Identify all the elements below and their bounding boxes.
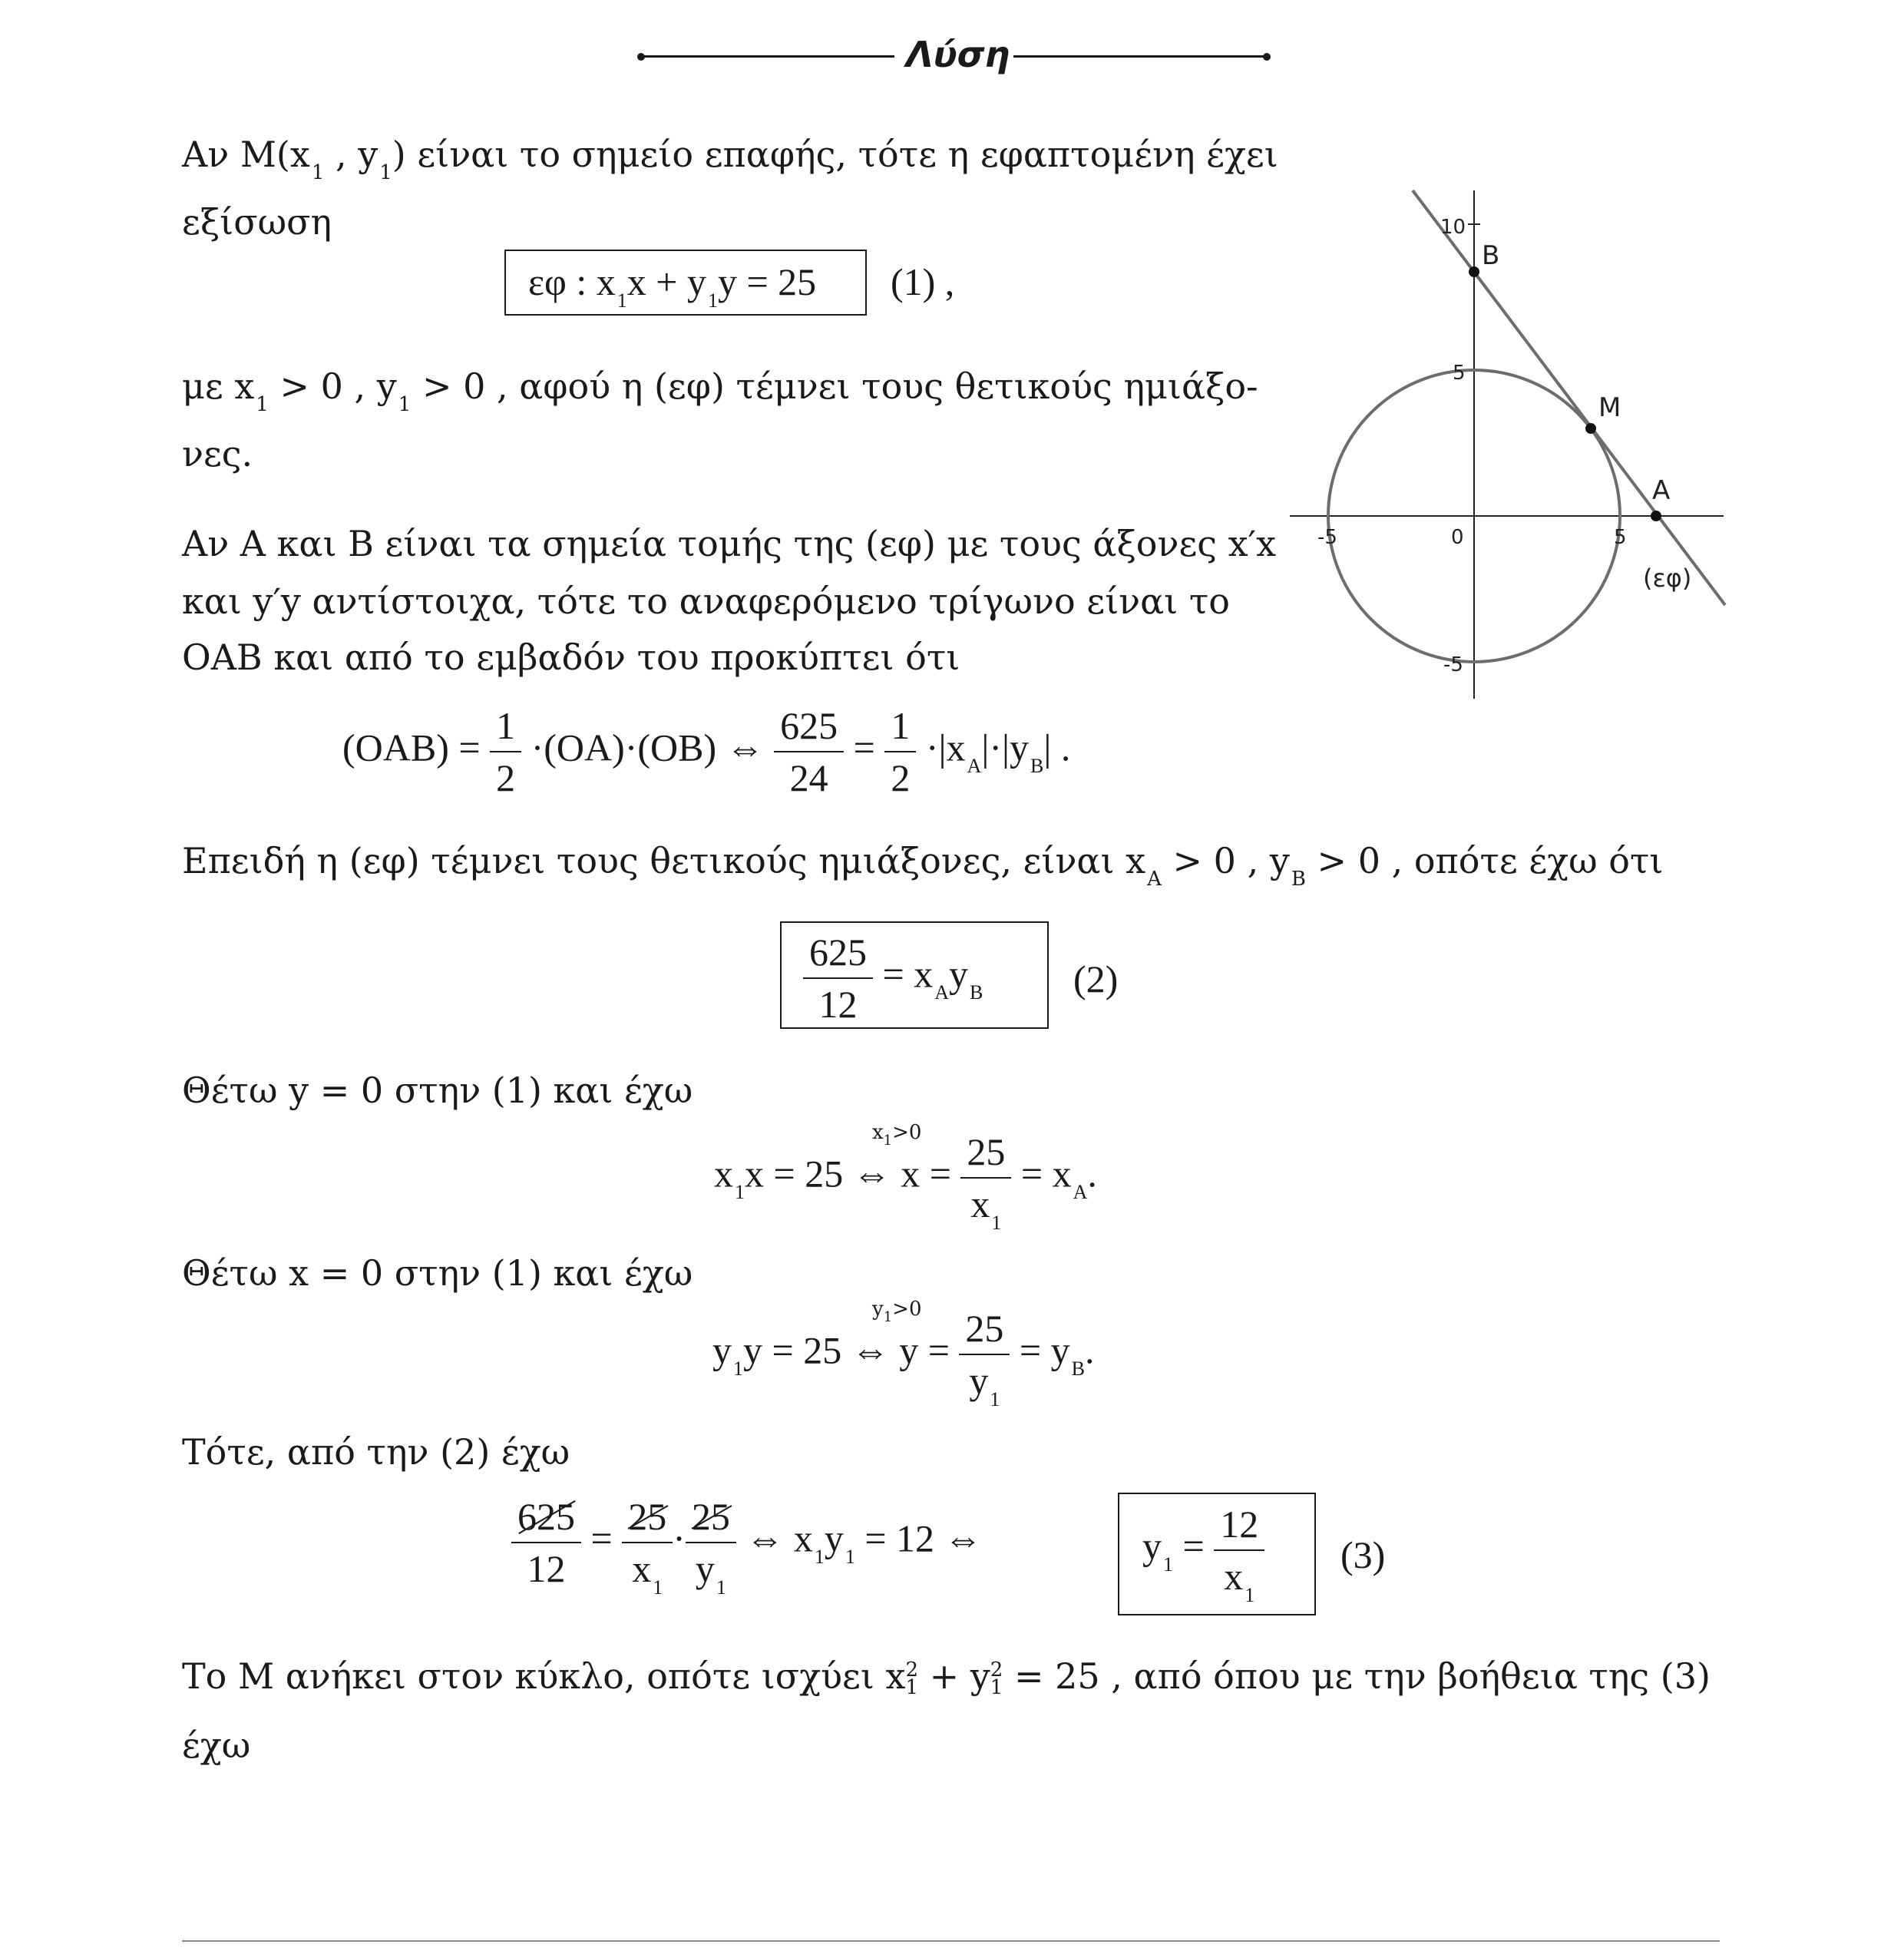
condition-x1-positive: $x_1>0$ bbox=[872, 1121, 922, 1149]
para8-line1: Το M ανήκει στον κύκλο, οπότε ισχύει x 2 1 + y 2 1 = 25 , από όπου με την βοήθεια της (3) bbox=[182, 1655, 1711, 1699]
condition-y1-positive: $y_1>0$ bbox=[872, 1298, 922, 1325]
para1-line2: εξίσωση bbox=[182, 201, 332, 243]
tick-label-5y: 5 bbox=[1453, 362, 1466, 385]
para5-line: Θέτω y = 0 στην (1) και έχω bbox=[182, 1070, 693, 1111]
header-title: Λύση bbox=[906, 34, 1010, 75]
header-left-rule bbox=[641, 55, 894, 58]
tick-label-0: 0 bbox=[1451, 526, 1464, 549]
point-B-dot bbox=[1469, 266, 1479, 277]
eq3-result: $y_1$ = $\frac{12}{x_1}$ bbox=[1142, 1505, 1264, 1596]
eq-xA: $x_1x = 25$ ⇔ x = $\frac{25}{x_1}$ = $x_A$. bbox=[714, 1130, 1097, 1234]
eq3-label: (3) bbox=[1340, 1533, 1386, 1576]
eq2-label: (2) bbox=[1073, 957, 1119, 1000]
eq2-product-equation: $\frac{625}{12}$ = $x_Ay_B$ bbox=[803, 933, 983, 1023]
para6-line: Θέτω x = 0 στην (1) και έχω bbox=[182, 1252, 693, 1294]
eq3-chain: $\frac{625}{12}$ = $\frac{25}{x_1}$ · $\frac{25}{y_1}$ ⇔ $x_1y_1 = 12$ ⇔ bbox=[511, 1497, 983, 1588]
para2-line1: με $x_1 > 0$ , $y_1 > 0$ , αφού η (εφ) τέμνει τους θετικούς ημιάξο- bbox=[182, 365, 1258, 416]
label-B: B bbox=[1482, 240, 1500, 271]
para4-line: Επειδή η (εφ) τέμνει τους θετικούς ημιάξονες, είναι $x_A > 0$ , $y_B > 0$ , οπότε έχω ότι bbox=[182, 840, 1664, 891]
eq1-label: (1) , bbox=[891, 260, 955, 303]
label-M: M bbox=[1598, 392, 1621, 423]
para3-line1: Αν A και B είναι τα σημεία τομής της (εφ) με τους άξονες x′x bbox=[182, 523, 1277, 564]
para2-line2: νες. bbox=[182, 433, 253, 475]
point-M-dot bbox=[1585, 423, 1596, 434]
circle-tangent-figure bbox=[1290, 184, 1727, 706]
header-right-rule bbox=[1013, 55, 1267, 58]
area-equation: (OAB) = $\frac{1}{2}$ ·(OA)·(OB) ⇔ $\frac{625}{24}$ = $\frac{1}{2}$ $\cdot|x_A|\cdot|y_B|$ . bbox=[342, 704, 1071, 799]
tick-label-m5x: -5 bbox=[1317, 526, 1337, 549]
point-A-dot bbox=[1651, 511, 1661, 521]
footer-rule bbox=[182, 1940, 1720, 1942]
point-M: $M(x_1$ , $y_1$) bbox=[240, 134, 406, 184]
para8-line2: έχω bbox=[182, 1724, 251, 1766]
eq-yB: $y_1y = 25$ ⇔ y = $\frac{25}{y_1}$ = $y_B$. bbox=[712, 1307, 1095, 1410]
eq1-tangent-equation: εφ : $x_1x + y_1y = 25$ bbox=[528, 260, 817, 312]
tick-label-m5y: -5 bbox=[1443, 653, 1463, 676]
para3-line3: OAB και από το εμβαδόν του προκύπτει ότι bbox=[182, 637, 960, 678]
para7-line: Τότε, από την (2) έχω bbox=[182, 1431, 570, 1473]
tick-label-10: 10 bbox=[1440, 216, 1466, 239]
header-right-dot bbox=[1263, 53, 1271, 61]
para3-line2: και y′y αντίστοιχα, τότε το αναφερόμενο τρίγωνο είναι το bbox=[182, 580, 1230, 622]
tick-label-5x: 5 bbox=[1614, 526, 1627, 549]
para1-line1: Αν $M(x_1$ , $y_1$) είναι το σημείο επαφής, τότε η εφαπτομένη έχει bbox=[182, 134, 1278, 184]
label-A: A bbox=[1652, 475, 1671, 506]
label-tangent: (εφ) bbox=[1643, 564, 1692, 593]
